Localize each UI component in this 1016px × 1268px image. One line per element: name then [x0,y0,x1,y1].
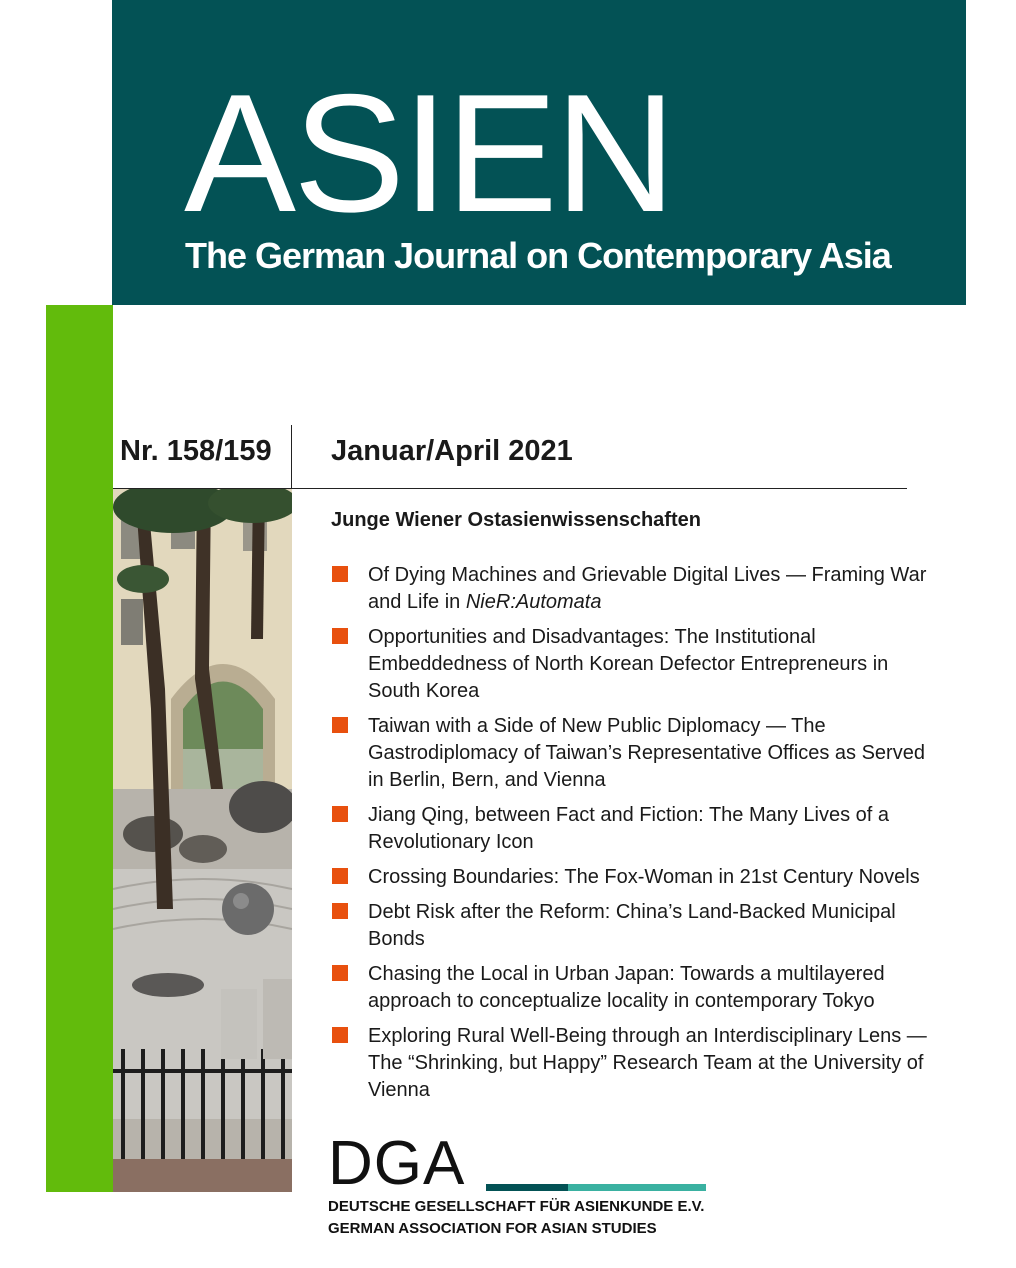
toc-item-text: Crossing Boundaries: The Fox-Woman in 21st Century Novels [368,866,920,888]
journal-title: ASIEN [184,59,674,247]
toc-item [332,1023,932,1104]
toc-item [332,802,932,856]
bullet-square-icon [332,628,348,644]
logo-line-light [568,1184,706,1191]
toc-item-text: Taiwan with a Side of New Public Diplomacy — The Gastrodiplomacy of Taiwan’s Representative Offices as Served in Berlin, Bern, and Vienna [368,715,925,791]
cover-photo [113,489,292,1192]
toc-item-text: Opportunities and Disadvantages: The Institutional Embeddedness of North Korean Defector Entrepreneurs in South Korea [368,626,889,702]
toc-item-text: Chasing the Local in Urban Japan: Towards a multilayered approach to conceptualize locality in contemporary Tokyo [368,963,885,1012]
toc-item-text: Of Dying Machines and Grievable Digital Lives — Framing War and Life in [368,564,927,613]
journal-subtitle: The German Journal on Contemporary Asia [185,235,891,276]
bullet-square-icon [332,806,348,822]
bullet-square-icon [332,965,348,981]
dga-logo [328,1129,728,1258]
toc-item-text: Exploring Rural Well-Being through an Interdisciplinary Lens — The “Shrinking, but Happy” Research Team at the University of Vienna [368,1025,927,1101]
bullet-square-icon [332,868,348,884]
logo-line-dark [486,1184,568,1191]
toc-item-text: Jiang Qing, between Fact and Fiction: The Many Lives of a Revolutionary Icon [368,804,890,853]
journal-header [112,0,966,305]
green-accent-bar [46,305,113,1192]
issue-divider [291,425,292,490]
toc-item [332,624,932,705]
table-of-contents [332,562,932,1112]
bullet-square-icon [332,566,348,582]
bullet-square-icon [332,717,348,733]
toc-item-emphasis: NieR:Automata [465,591,602,613]
dga-logo-letters: DGA [328,1129,466,1198]
toc-item [332,961,932,1015]
toc-item [332,899,932,953]
toc-item [332,864,932,891]
bullet-square-icon [332,903,348,919]
issue-date: Januar/April 2021 [331,435,573,467]
publisher-name-german: DEUTSCHE GESELLSCHAFT FÜR ASIENKUNDE E.V. [328,1198,705,1215]
issue-number: Nr. 158/159 [120,435,272,467]
bullet-square-icon [332,1027,348,1043]
publisher-name-english: GERMAN ASSOCIATION FOR ASIAN STUDIES [328,1220,657,1237]
toc-item [332,713,932,794]
toc-item [332,562,932,616]
section-title: Junge Wiener Ostasienwissenschaften [331,509,701,531]
toc-item-text: Debt Risk after the Reform: China’s Land-Backed Municipal Bonds [368,901,896,950]
